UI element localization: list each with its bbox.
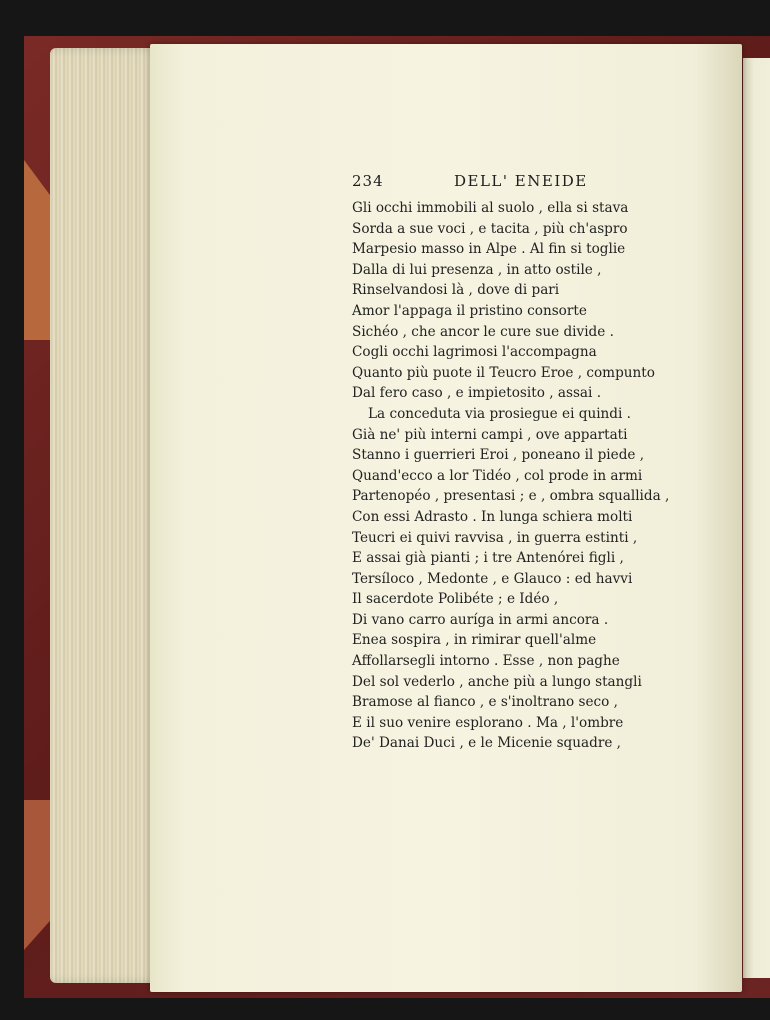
facing-page-edge bbox=[743, 58, 770, 978]
verse-line: Di vano carro auríga in armi ancora . bbox=[352, 611, 609, 628]
verse-list bbox=[352, 198, 670, 754]
verse-line: Dalla di lui presenza , in atto ostile , bbox=[352, 261, 602, 278]
running-title: DELL' ENEIDE bbox=[454, 172, 588, 190]
verse-line: Enea sospira , in rimirar quell'alme bbox=[352, 632, 597, 649]
verse-line: La conceduta via prosiegue ei quindi . bbox=[368, 405, 632, 422]
verse-line: Bramose al fianco , e s'inoltrano seco , bbox=[352, 694, 618, 711]
verse-line: Già ne' più interni campi , ove appartati bbox=[352, 426, 628, 443]
verse-line: Del sol vederlo , anche più a lungo stangli bbox=[352, 673, 642, 690]
verse-line: Sorda a sue voci , e tacita , più ch'aspro bbox=[352, 220, 628, 237]
verse-line: E assai già pianti ; i tre Antenórei figli , bbox=[352, 550, 624, 567]
verse-line: Stanno i guerrieri Eroi , poneano il piede , bbox=[352, 447, 645, 464]
verse-line: Dal fero caso , e impietosito , assai . bbox=[352, 385, 602, 402]
verse-line: Quand'ecco a lor Tidéo , col prode in armi bbox=[352, 467, 643, 484]
verse-line: Affollarsegli intorno . Esse , non paghe bbox=[352, 653, 620, 670]
verse-line: Il sacerdote Polibéte ; e Idéo , bbox=[352, 591, 559, 608]
verse-line: Amor l'appaga il pristino consorte bbox=[352, 302, 587, 319]
verse-line: Marpesio masso in Alpe . Al fin si toglie bbox=[352, 241, 626, 258]
page-edges bbox=[50, 48, 162, 983]
verse-line: Gli occhi immobili al suolo , ella si stava bbox=[352, 200, 629, 216]
verse-line: Teucri ei quivi ravvisa , in guerra estinti , bbox=[352, 529, 638, 546]
verse-line: Sichéo , che ancor le cure sue divide . bbox=[352, 323, 614, 340]
verse-line: Quanto più puote il Teucro Eroe , compunto bbox=[352, 364, 655, 381]
verse-line: Tersíloco , Medonte , e Glauco : ed havvi bbox=[352, 570, 633, 587]
verse-line: Con essi Adrasto . In lunga schiera molti bbox=[352, 508, 633, 525]
verse-line: De' Danai Duci , e le Micenie squadre , bbox=[352, 735, 622, 752]
verse-line: Partenopéo , presentasi ; e , ombra squallida , bbox=[352, 488, 670, 505]
page-header bbox=[352, 172, 632, 196]
page-number: 234 bbox=[352, 172, 384, 190]
verse-line: E il suo venire esplorano . Ma , l'ombre bbox=[352, 714, 624, 731]
verse-line: Rinselvandosi là , dove di pari bbox=[352, 282, 560, 299]
verse-line: Cogli occhi lagrimosi l'accompagna bbox=[352, 344, 597, 361]
